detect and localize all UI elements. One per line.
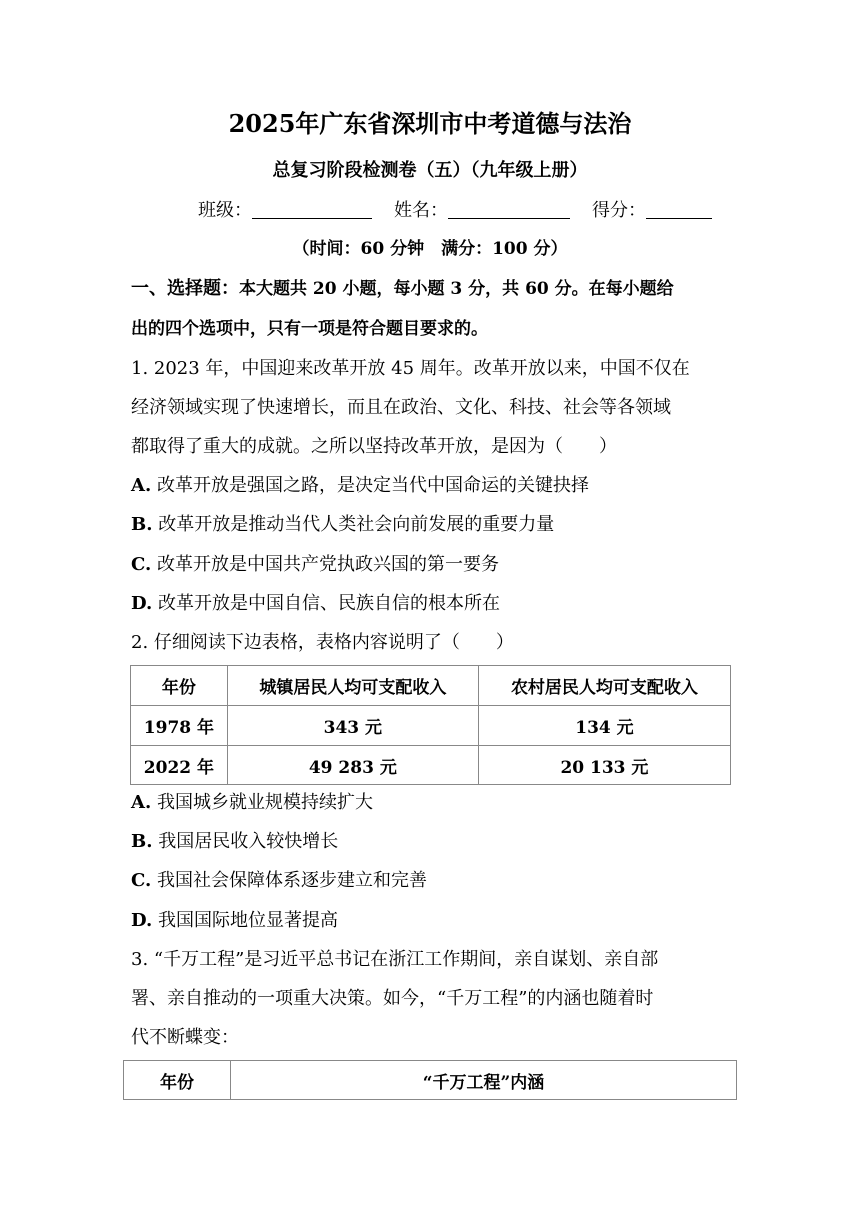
table-cell: 49 283 元: [227, 746, 478, 785]
q1-stem-line-1: 1. 2023 年，中国迎来改革开放 45 周年。改革开放以来，中国不仅在: [131, 358, 690, 379]
q3-stem-line-1: 3. “千万工程”是习近平总书记在浙江工作期间，亲自谋划、亲自部: [131, 949, 659, 970]
table-cell: 2022 年: [131, 746, 228, 785]
q2-stem: 2. 仔细阅读下边表格，表格内容说明了（ ）: [131, 632, 514, 653]
table-header-row: [124, 1061, 737, 1100]
table-header-cell: 年份: [124, 1061, 231, 1100]
page-subtitle: 总复习阶段检测卷（五）（九年级上册）: [272, 160, 588, 181]
page-title: 2025年广东省深圳市中考道德与法治: [228, 109, 632, 138]
q1-option-a[interactable]: A. 改革开放是强国之路，是决定当代中国命运的关键抉择: [131, 475, 589, 496]
table-cell: 134 元: [478, 706, 730, 746]
q2-option-a[interactable]: A. 我国城乡就业规模持续扩大: [131, 792, 373, 813]
name-label: 姓名：: [394, 200, 448, 221]
table-cell: 343 元: [227, 706, 478, 746]
name-blank[interactable]: [448, 200, 570, 219]
table-row: [131, 746, 731, 785]
section-instruction-line-1: 一、选择题：本大题共 20 小题，每小题 3 分，共 60 分。在每小题给: [131, 278, 674, 299]
score-blank[interactable]: [646, 200, 712, 219]
time-info: （时间：60 分钟 满分：100 分）: [292, 239, 568, 259]
student-info-row: [198, 196, 712, 222]
class-blank[interactable]: [252, 200, 372, 219]
q2-option-c[interactable]: C. 我国社会保障体系逐步建立和完善: [131, 870, 428, 891]
section-heading: 一、选择题：: [131, 278, 239, 299]
section-instruction-line-2: 出的四个选项中，只有一项是符合题目要求的。: [131, 319, 488, 339]
q1-option-b[interactable]: B. 改革开放是推动当代人类社会向前发展的重要力量: [131, 514, 555, 535]
q1-stem-line-3: 都取得了重大的成就。之所以坚持改革开放，是因为（ ）: [131, 436, 617, 457]
score-label: 得分：: [592, 200, 646, 221]
q2-income-table: [130, 665, 731, 785]
q3-stem-line-2: 署、亲自推动的一项重大决策。如今，“千万工程”的内涵也随着时: [131, 988, 654, 1009]
table-row: [131, 706, 731, 746]
q1-option-d[interactable]: D. 改革开放是中国自信、民族自信的根本所在: [131, 593, 500, 614]
class-label: 班级：: [198, 200, 252, 221]
table-header-row: [131, 666, 731, 706]
table-header-cell: 城镇居民人均可支配收入: [227, 666, 478, 706]
table-cell: 1978 年: [131, 706, 228, 746]
q3-stem-line-3: 代不断蝶变：: [131, 1027, 239, 1048]
q3-table: [123, 1060, 737, 1100]
q1-stem-line-2: 经济领域实现了快速增长，而且在政治、文化、科技、社会等各领域: [131, 397, 671, 418]
table-header-cell: “千万工程”内涵: [231, 1061, 737, 1100]
q1-option-c[interactable]: C. 改革开放是中国共产党执政兴国的第一要务: [131, 554, 500, 575]
table-header-cell: 农村居民人均可支配收入: [478, 666, 730, 706]
table-cell: 20 133 元: [478, 746, 730, 785]
table-header-cell: 年份: [131, 666, 228, 706]
q2-option-d[interactable]: D. 我国国际地位显著提高: [131, 910, 338, 931]
q2-option-b[interactable]: B. 我国居民收入较快增长: [131, 831, 339, 852]
